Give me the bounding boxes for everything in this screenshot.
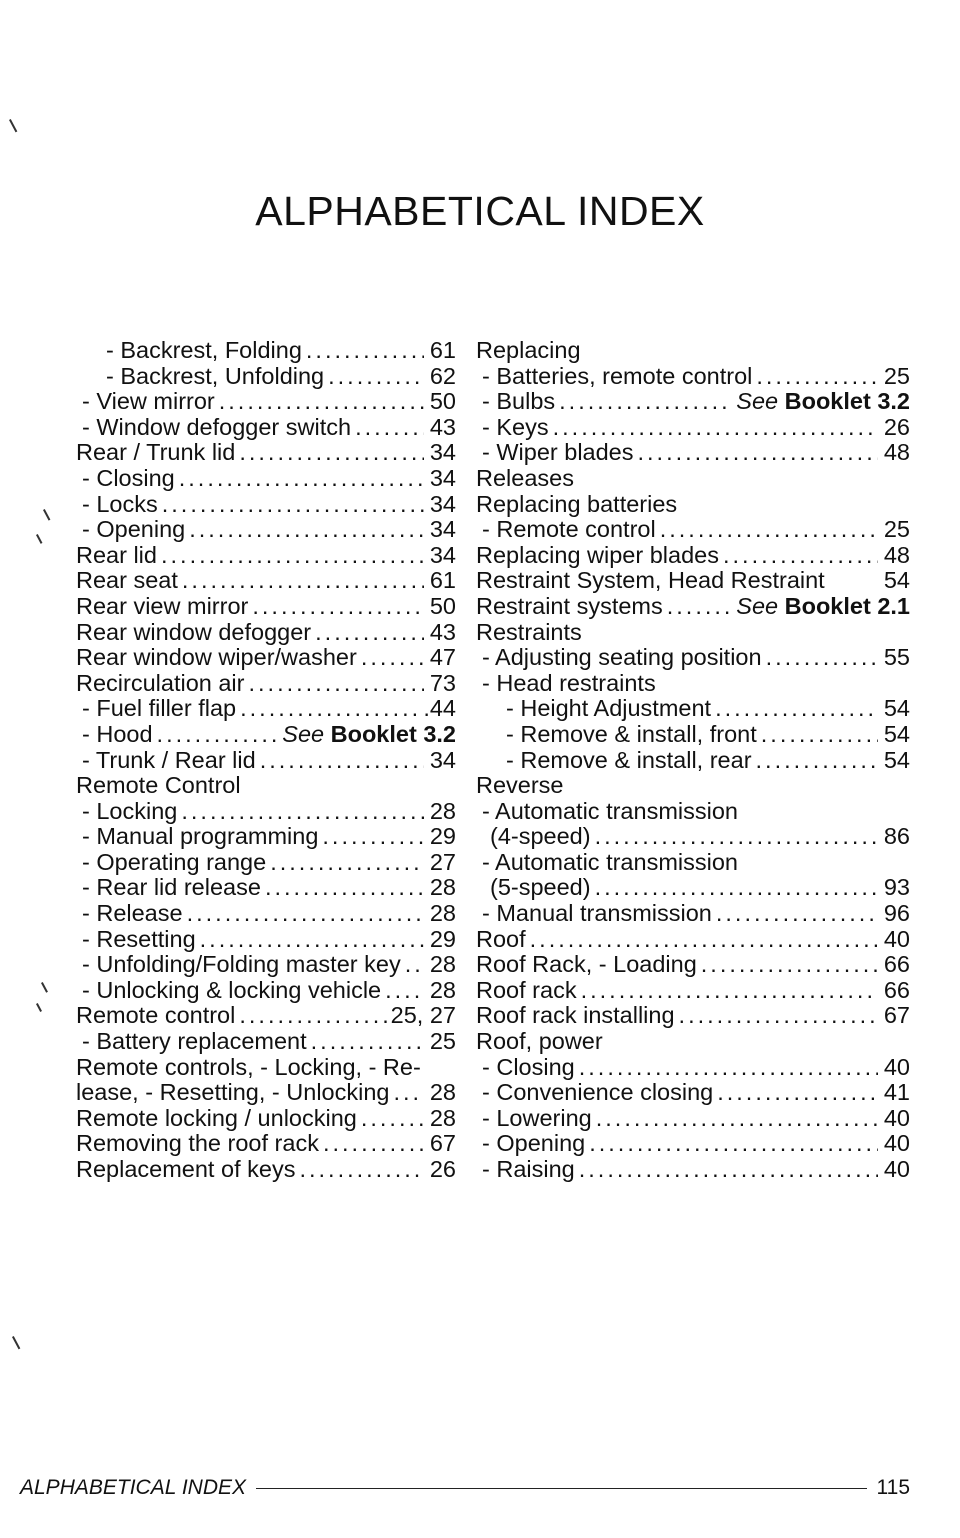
leader-dots: [595, 875, 878, 901]
index-entry: [76, 364, 456, 390]
leader-dots: [306, 338, 424, 364]
page-number: 34: [429, 490, 456, 517]
leader-dots: [679, 1003, 878, 1029]
page-number: 34: [429, 516, 456, 543]
leader-dots: [179, 466, 424, 492]
entry-label: - Automatic transmission: [482, 848, 738, 875]
page-number: 67: [883, 1002, 910, 1029]
index-column-right: [476, 338, 910, 1183]
index-entry: [76, 799, 456, 825]
leader-dots: [596, 1106, 878, 1132]
leader-dots: [189, 517, 424, 543]
page-number: 34: [429, 746, 456, 773]
entry-label: - Operating range: [82, 848, 267, 875]
page-number: 48: [883, 541, 910, 568]
entry-label: Reverse: [476, 772, 564, 799]
index-entry: [476, 517, 910, 543]
leader-dots: [157, 722, 279, 748]
entry-label: - Bulbs: [482, 388, 556, 415]
leader-dots: [579, 1055, 878, 1081]
page-number: 47: [429, 644, 456, 671]
page-number: 25: [883, 362, 910, 389]
page-number: 66: [883, 976, 910, 1003]
page-number: 54: [883, 746, 910, 773]
leader-dots: [361, 645, 424, 671]
page-number: 41: [883, 1079, 910, 1106]
leader-dots: [756, 364, 878, 390]
page-number: 43: [429, 413, 456, 440]
margin-tick-mark: [12, 1336, 20, 1349]
index-entry: [76, 594, 456, 620]
leader-dots: [270, 850, 424, 876]
entry-label: - Backrest, Folding: [106, 337, 302, 363]
entry-label: - Wiper blades: [482, 439, 634, 466]
entry-label: - Manual transmission: [482, 900, 712, 927]
page-number: 26: [429, 1156, 456, 1182]
page-number: 40: [883, 925, 910, 952]
index-entry: [76, 824, 456, 850]
entry-label: Rear lid: [76, 541, 157, 568]
page-number: 28: [429, 797, 456, 824]
entry-label: (4-speed): [490, 823, 591, 850]
index-entry: [476, 1106, 910, 1132]
index-entry: [76, 773, 456, 799]
leader-dots: [723, 543, 878, 569]
page-number: 28: [429, 874, 456, 901]
index-entry: [76, 722, 456, 748]
leader-dots: [766, 645, 878, 671]
leader-dots: [716, 901, 878, 927]
entry-label: - Window defogger switch: [82, 413, 352, 440]
index-entry: [76, 875, 456, 901]
leader-dots: [385, 978, 424, 1004]
entry-label: - Automatic transmission: [482, 797, 738, 824]
index-entry: [76, 389, 456, 415]
page-number: 50: [429, 592, 456, 619]
leader-dots: [355, 415, 424, 441]
index-entry: [76, 901, 456, 927]
leader-dots: [715, 696, 878, 722]
page-number: 34: [429, 541, 456, 568]
entry-label: (5-speed): [490, 874, 591, 901]
page-number: 73: [429, 669, 456, 696]
page-number: 29: [429, 925, 456, 952]
margin-tick-mark: [43, 509, 50, 521]
page-number: 29: [429, 823, 456, 850]
page-number: 62: [429, 362, 456, 389]
page-number: 40: [883, 1104, 910, 1131]
entry-label: - View mirror: [82, 388, 215, 415]
leader-dots: [328, 364, 424, 390]
page-number: 48: [883, 439, 910, 466]
page-number: 115: [876, 1476, 910, 1499]
index-entry: [476, 1029, 910, 1055]
see-label: See: [736, 592, 785, 619]
page-number: 28: [429, 976, 456, 1003]
page-number: 54: [883, 695, 910, 722]
index-entry: [476, 1080, 910, 1106]
page-number: 66: [883, 951, 910, 978]
entry-label: - Resetting: [82, 925, 196, 952]
booklet-reference: [282, 722, 456, 748]
index-entry: [476, 645, 910, 671]
index-entry: [76, 568, 456, 594]
margin-tick-mark: [9, 119, 17, 132]
entry-label: - Locks: [82, 490, 158, 517]
index-entry: [476, 364, 910, 390]
entry-label: - Fuel filler flap: [82, 695, 237, 722]
entry-label: Rear / Trunk lid: [76, 439, 236, 466]
index-entry: [476, 543, 910, 569]
index-entry: [476, 492, 910, 518]
index-entry: [476, 696, 910, 722]
index-entry: [476, 594, 910, 620]
index-entry: [76, 927, 456, 953]
page-number: 93: [883, 874, 910, 901]
entry-label: - Head restraints: [482, 669, 656, 696]
page-title: ALPHABETICAL INDEX: [255, 188, 705, 234]
index-entry: [76, 1157, 456, 1183]
index-entry: [476, 799, 910, 825]
entry-label: - Remove & install, rear: [506, 746, 752, 773]
index-column-left: [76, 338, 456, 1183]
entry-label: - Trunk / Rear lid: [82, 746, 256, 773]
index-entry: [476, 850, 910, 876]
index-entry: [476, 620, 910, 646]
leader-dots: [311, 1029, 424, 1055]
leader-dots: [187, 901, 424, 927]
index-entry: [476, 440, 910, 466]
entry-label: Roof: [476, 925, 526, 952]
see-label: See: [736, 388, 785, 415]
leader-dots: [559, 389, 732, 415]
index-entry: [76, 1029, 456, 1055]
index-entry: [76, 1080, 456, 1106]
page-number: 61: [429, 567, 456, 594]
index-entry: [76, 1055, 456, 1081]
index-entry: [76, 1131, 456, 1157]
entry-label: - Hood: [82, 720, 153, 747]
page-number: 61: [429, 337, 456, 363]
leader-dots: [315, 620, 424, 646]
page-number: 25, 27: [390, 1002, 456, 1029]
page-number: 96: [883, 900, 910, 927]
entry-label: - Closing: [482, 1053, 575, 1080]
index-entry: [76, 338, 456, 364]
entry-label: Rear view mirror: [76, 592, 249, 619]
leader-dots: [252, 594, 424, 620]
page-number: 27: [429, 848, 456, 875]
leader-dots: [161, 543, 424, 569]
leader-dots: [248, 671, 424, 697]
index-entry: [476, 773, 910, 799]
entry-label: - Unfolding/Folding master key: [82, 951, 401, 978]
leader-dots: [553, 415, 878, 441]
leader-dots: [240, 696, 419, 722]
page-number: 40: [883, 1053, 910, 1080]
page-number: 25: [429, 1028, 456, 1055]
leader-dots: [581, 978, 878, 1004]
leader-dots: [322, 824, 424, 850]
margin-tick-mark: [36, 534, 42, 544]
entry-label: - Lowering: [482, 1104, 592, 1131]
leader-dots: [589, 1131, 878, 1157]
index-entry: [76, 415, 456, 441]
leader-dots: [595, 824, 878, 850]
index-entry: [76, 1003, 456, 1029]
index-entry: [476, 927, 910, 953]
entry-label: - Remove & install, front: [506, 720, 757, 747]
entry-label: Roof rack installing: [476, 1002, 675, 1029]
page-number: 26: [883, 413, 910, 440]
entry-label: - Height Adjustment: [506, 695, 712, 722]
leader-dots: [219, 389, 424, 415]
leader-dots: [405, 952, 424, 978]
index-entry: [76, 466, 456, 492]
entry-label: Remote controls, - Locking, - Re-: [76, 1053, 421, 1080]
page-number: .44: [423, 695, 456, 722]
leader-dots: [667, 594, 733, 620]
booklet-reference: [736, 389, 910, 415]
index-entry: [476, 389, 910, 415]
entry-label: lease, - Resetting, - Unlocking: [76, 1079, 390, 1106]
index-entry: [476, 901, 910, 927]
entry-label: Rear seat: [76, 567, 178, 594]
entry-label: - Remote control: [482, 516, 656, 543]
entry-label: - Opening: [82, 516, 186, 543]
index-entry: [476, 1131, 910, 1157]
leader-dots: [299, 1157, 424, 1183]
index-entry: [476, 415, 910, 441]
entry-label: Restraint systems: [476, 592, 663, 619]
index-entry: [476, 1055, 910, 1081]
entry-label: Remote Control: [76, 772, 241, 799]
index-entry: [476, 466, 910, 492]
see-label: See: [282, 720, 331, 747]
index-entry: [476, 875, 910, 901]
entry-label: - Manual programming: [82, 823, 319, 850]
entry-label: Rear window defogger: [76, 618, 312, 645]
leader-dots: [265, 875, 424, 901]
entry-label: Remote locking / unlocking: [76, 1104, 357, 1131]
index-entry: [76, 620, 456, 646]
entry-label: Replacing: [476, 337, 581, 363]
margin-tick-mark: [36, 1003, 42, 1012]
leader-dots: [638, 440, 879, 466]
index-entry: [76, 978, 456, 1004]
entry-label: Recirculation air: [76, 669, 245, 696]
margin-tick-mark: [41, 982, 48, 993]
leader-dots: [239, 1003, 386, 1029]
index-entry: [76, 850, 456, 876]
leader-dots: [260, 748, 424, 774]
index-entry: [76, 517, 456, 543]
booklet-reference: [736, 594, 910, 620]
entry-label: Roof Rack, - Loading: [476, 951, 697, 978]
leader-dots: [530, 927, 878, 953]
leader-dots: [660, 517, 878, 543]
leader-dots: [239, 440, 424, 466]
leader-dots: [393, 1080, 424, 1106]
page-number: 40: [883, 1156, 910, 1182]
index-entry: [476, 722, 910, 748]
entry-label: - Keys: [482, 413, 549, 440]
entry-label: Roof rack: [476, 976, 577, 1003]
page-number: 25: [883, 516, 910, 543]
page-number: 50: [429, 388, 456, 415]
index-entry: [76, 1106, 456, 1132]
index-entry: [476, 1003, 910, 1029]
entry-label: Replacement of keys: [76, 1156, 296, 1182]
entry-label: Replacing batteries: [476, 490, 678, 517]
entry-label: Restraints: [476, 618, 582, 645]
booklet-label: Booklet 2.1: [784, 592, 910, 619]
entry-label: - Backrest, Unfolding: [106, 362, 325, 389]
entry-label: - Adjusting seating position: [482, 644, 762, 671]
page-number: 55: [883, 644, 910, 671]
booklet-label: Booklet 3.2: [330, 720, 456, 747]
index-entry: [476, 671, 910, 697]
page-number: 40: [883, 1130, 910, 1157]
page-number: 43: [429, 618, 456, 645]
index-entry: [476, 748, 910, 774]
entry-label: - Batteries, remote control: [482, 362, 753, 389]
page-number: 28: [429, 951, 456, 978]
page-number: 28: [429, 900, 456, 927]
page-number: 54: [883, 567, 910, 594]
index-entry: [476, 978, 910, 1004]
page-number: 28: [429, 1104, 456, 1131]
index-entry: [476, 338, 910, 364]
index-entry: [76, 748, 456, 774]
index-entry: [76, 492, 456, 518]
index-entry: [76, 543, 456, 569]
leader-dots: [182, 568, 424, 594]
leader-dots: [181, 799, 424, 825]
entry-label: Rear window wiper/washer: [76, 644, 357, 671]
page-number: 67: [429, 1130, 456, 1157]
entry-label: - Unlocking & locking vehicle: [82, 976, 382, 1003]
index-entry: [76, 952, 456, 978]
entry-label: - Opening: [482, 1130, 586, 1157]
index-entry: [476, 824, 910, 850]
index-entry: [476, 952, 910, 978]
leader-dots: [323, 1131, 424, 1157]
entry-label: Remote control: [76, 1002, 236, 1029]
entry-label: Removing the roof rack: [76, 1130, 319, 1157]
entry-label: - Battery replacement: [82, 1028, 307, 1055]
footer-label: ALPHABETICAL INDEX: [20, 1476, 247, 1499]
page-number: 54: [883, 720, 910, 747]
booklet-label: Booklet 3.2: [784, 388, 910, 415]
leader-dots: [701, 952, 878, 978]
entry-label: - Raising: [482, 1156, 575, 1182]
index-entry: [476, 568, 910, 594]
entry-label: - Release: [82, 900, 183, 927]
leader-dots: [361, 1106, 424, 1132]
page-number: 86: [883, 823, 910, 850]
entry-label: Restraint System, Head Restraint: [476, 567, 825, 594]
entry-label: Releases: [476, 464, 574, 491]
index-entry: [476, 1157, 910, 1183]
leader-dots: [162, 492, 424, 518]
page-number: 34: [429, 439, 456, 466]
index-entry: [76, 645, 456, 671]
index-entry: [76, 671, 456, 697]
page-footer: [20, 1476, 910, 1500]
entry-label: - Locking: [82, 797, 178, 824]
entry-label: Replacing wiper blades: [476, 541, 719, 568]
index-entry: [76, 440, 456, 466]
footer-rule: [256, 1488, 866, 1489]
leader-dots: [761, 722, 878, 748]
leader-dots: [756, 748, 878, 774]
entry-label: - Closing: [82, 464, 175, 491]
entry-label: - Convenience closing: [482, 1079, 714, 1106]
index-entry: [76, 696, 456, 722]
page-number: 34: [429, 464, 456, 491]
leader-dots: [200, 927, 424, 953]
leader-dots: [579, 1157, 878, 1183]
entry-label: Roof, power: [476, 1028, 603, 1055]
leader-dots: [717, 1080, 878, 1106]
page-number: 28: [429, 1079, 456, 1106]
entry-label: - Rear lid release: [82, 874, 261, 901]
